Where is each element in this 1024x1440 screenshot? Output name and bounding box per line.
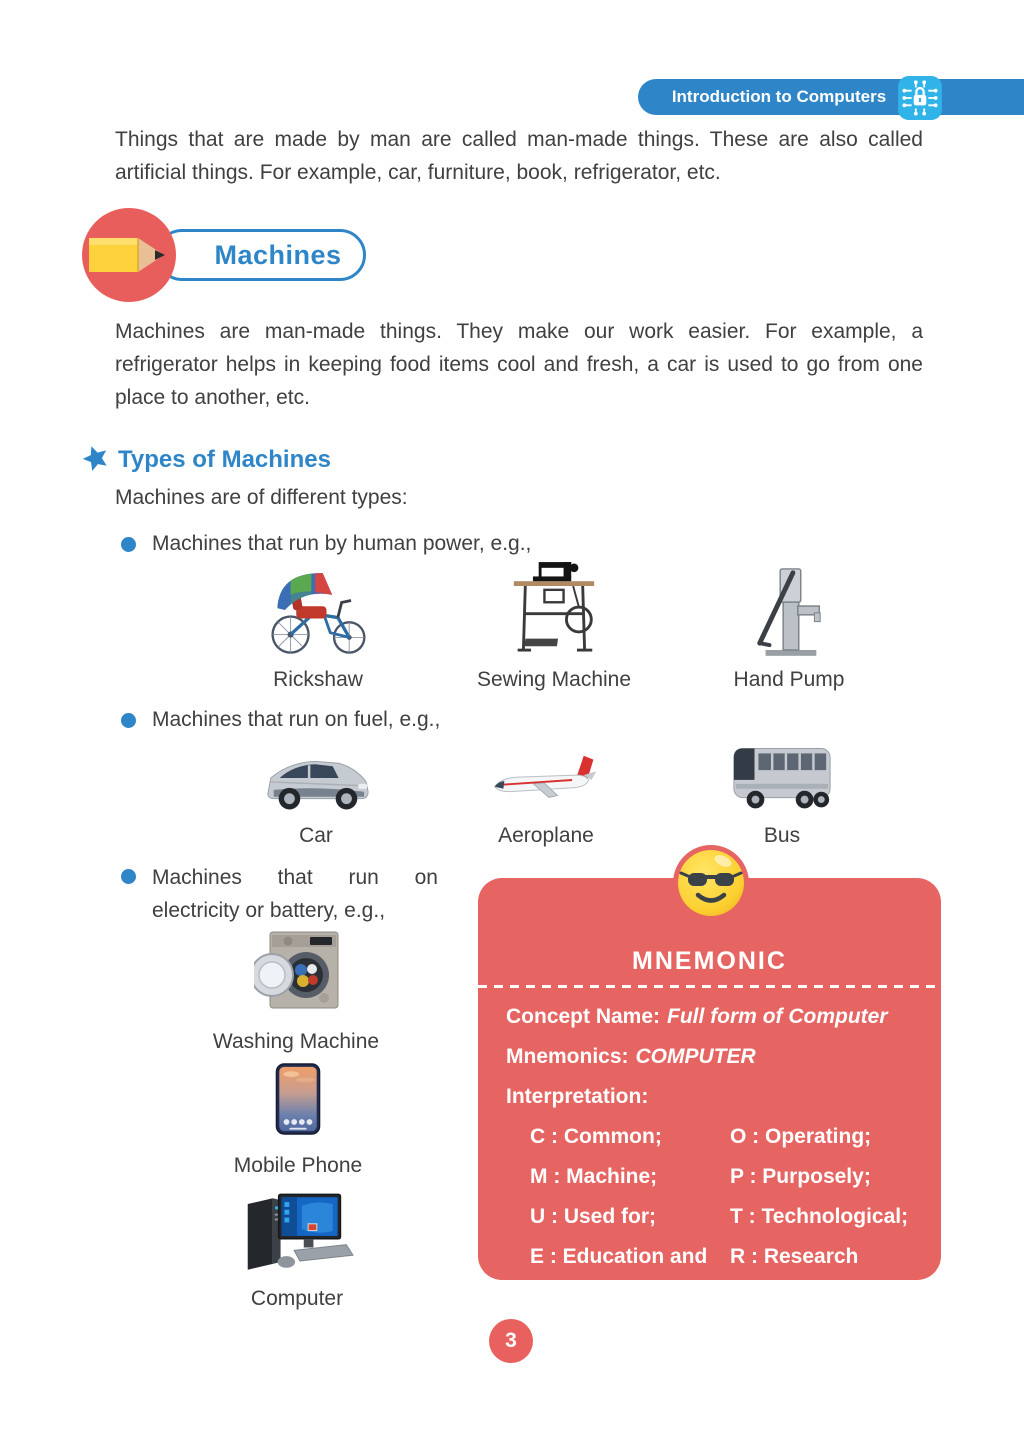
chip-circuit-lock-icon bbox=[897, 75, 943, 121]
mnemonics-line bbox=[506, 1044, 918, 1070]
mnemonics-label: Mnemonics: bbox=[506, 1045, 629, 1068]
concept-label: Concept Name: bbox=[506, 1005, 661, 1028]
mnemonic-right: R : Research bbox=[730, 1245, 859, 1268]
mnemonic-row bbox=[530, 1244, 918, 1270]
mnemonic-left: M : Machine; bbox=[530, 1165, 658, 1188]
mnemonics-value: COMPUTER bbox=[635, 1045, 756, 1068]
sewing-machine-image bbox=[510, 556, 598, 665]
types-intro: Machines are of different types: bbox=[115, 486, 408, 509]
chapter-title: Introduction to Computers bbox=[671, 87, 887, 106]
mobile-phone-label: Mobile Phone bbox=[233, 1154, 363, 1177]
washing-machine-image bbox=[254, 930, 340, 1015]
mobile-phone-image bbox=[275, 1062, 321, 1141]
mnemonic-right: O : Operating; bbox=[730, 1125, 872, 1148]
mnemonic-left: U : Used for; bbox=[530, 1205, 656, 1228]
mnemonic-left: C : Common; bbox=[530, 1125, 662, 1148]
washing-machine-label: Washing Machine bbox=[212, 1030, 380, 1053]
bullet-fuel: Machines that run on fuel, e.g., bbox=[152, 708, 441, 731]
concept-value: Full form of Computer bbox=[667, 1005, 888, 1028]
concept-line bbox=[506, 1004, 918, 1030]
computer-image bbox=[240, 1188, 354, 1283]
hand-pump-image bbox=[748, 556, 830, 665]
types-heading bbox=[82, 444, 331, 476]
aeroplane-image bbox=[490, 750, 600, 815]
page-number-badge: 3 bbox=[489, 1319, 533, 1363]
mnemonic-row bbox=[530, 1124, 918, 1150]
sunglasses-emoji-icon bbox=[673, 845, 749, 921]
bullet-human-power: Machines that run by human power, e.g., bbox=[152, 532, 532, 555]
interpretation-rows bbox=[530, 1124, 918, 1270]
rickshaw-image bbox=[266, 562, 370, 663]
aeroplane-label: Aeroplane bbox=[498, 824, 594, 847]
car-label: Car bbox=[299, 824, 333, 847]
pencil-icon bbox=[82, 208, 176, 302]
interpretation-label: Interpretation: bbox=[506, 1085, 649, 1108]
mnemonic-right: T : Technological; bbox=[730, 1205, 909, 1228]
hand-pump-label: Hand Pump bbox=[733, 668, 845, 691]
mnemonic-left: E : Education and bbox=[530, 1245, 708, 1268]
star-icon bbox=[82, 444, 109, 476]
mnemonic-content bbox=[506, 1004, 918, 1284]
car-image bbox=[258, 742, 374, 821]
mnemonic-row bbox=[530, 1204, 918, 1230]
bus-label: Bus bbox=[763, 824, 801, 847]
intro-paragraph: Things that are made by man are called man-made things. These are also called artificial things. For example, car, furniture, book, refrigerator, etc. bbox=[115, 128, 923, 184]
machines-paragraph: Machines are man-made things. They make our work easier. For example, a refrigerator helps in keeping food items cool and fresh, a car is used to go from one place to another, etc. bbox=[115, 320, 923, 409]
bullet-dot bbox=[121, 869, 136, 884]
bullet-dot bbox=[121, 713, 136, 728]
mnemonic-row bbox=[530, 1164, 918, 1190]
computer-label: Computer bbox=[250, 1287, 344, 1310]
bullet-dot bbox=[121, 537, 136, 552]
rickshaw-label: Rickshaw bbox=[273, 668, 363, 691]
mnemonic-right: P : Purposely; bbox=[730, 1165, 871, 1188]
bus-image bbox=[728, 740, 836, 817]
machines-heading-label: Machines bbox=[214, 239, 342, 270]
bullet-electricity: Machines that run on electricity or battery, e.g., bbox=[152, 866, 438, 922]
types-heading-label: Types of Machines bbox=[118, 446, 331, 473]
sewing-machine-label: Sewing Machine bbox=[476, 668, 632, 691]
dashed-divider bbox=[478, 985, 941, 988]
mnemonic-title: MNEMONIC bbox=[632, 947, 787, 975]
machines-heading bbox=[156, 229, 366, 281]
